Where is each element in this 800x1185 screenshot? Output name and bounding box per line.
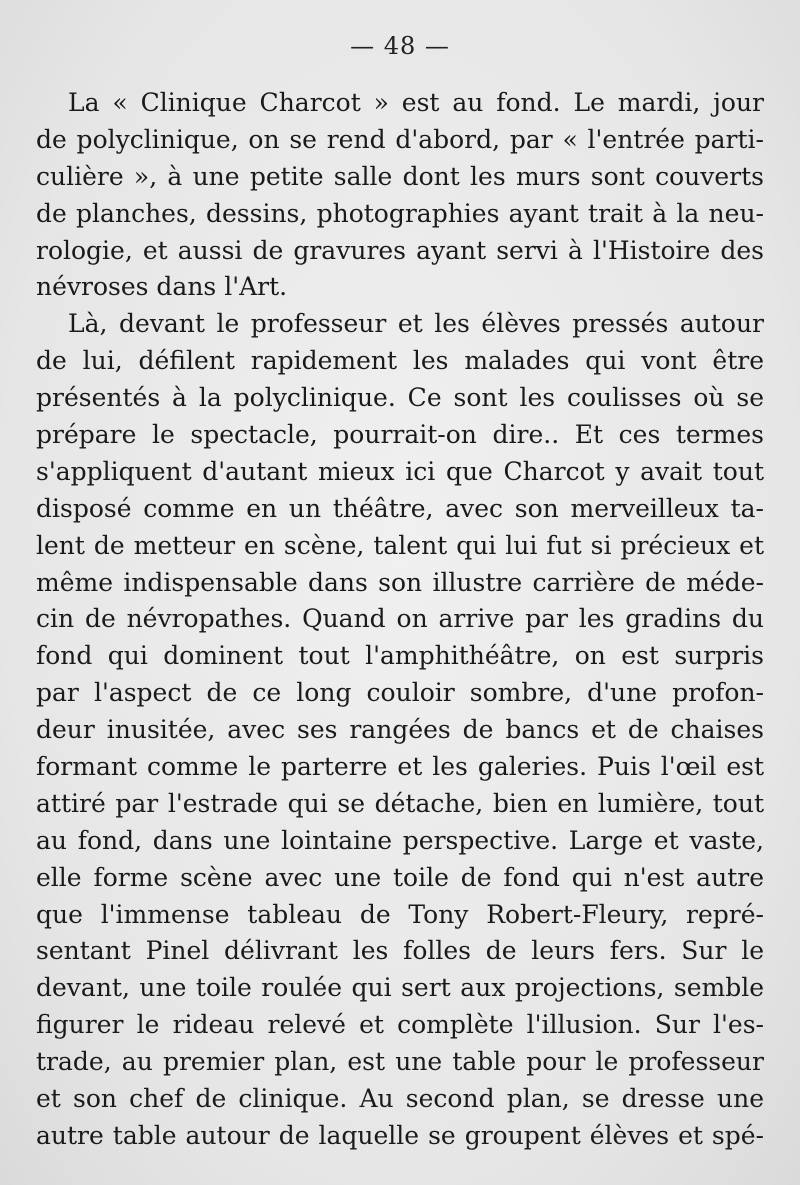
text-line: que l'immense tableau de Tony Robert-Fleury, repré- xyxy=(36,899,764,929)
text-line: de polyclinique, on se rend d'abord, par « l'entrée parti- xyxy=(36,124,764,154)
text-line: de planches, dessins, photographies ayant trait à la neu- xyxy=(36,198,764,228)
text-line: rologie, et aussi de gravures ayant servi à l'Histoire des xyxy=(36,235,764,265)
text-line: figurer le rideau relevé et complète l'illusion. Sur l'es- xyxy=(36,1010,764,1040)
text-line: sentant Pinel délivrant les folles de leurs fers. Sur le xyxy=(36,936,764,966)
text-line: par l'aspect de ce long couloir sombre, d'une profon- xyxy=(36,678,764,708)
text-line: fond qui dominent tout l'amphithéâtre, on est surpris xyxy=(36,641,764,671)
text-line: La « Clinique Charcot » est au fond. Le mardi, jour xyxy=(68,88,764,117)
text-line: et son chef de clinique. Au second plan, se dresse une xyxy=(36,1084,764,1114)
text-line: attiré par l'estrade qui se détache, bien en lumière, tout xyxy=(36,788,764,818)
text-line: elle forme scène avec une toile de fond qui n'est autre xyxy=(36,862,764,892)
page-number: — 48 — xyxy=(350,32,450,60)
text-line: autre table autour de laquelle se groupent élèves et spé- xyxy=(36,1120,764,1150)
text-line: névroses dans l'Art. xyxy=(36,272,288,302)
text-line: Là, devant le professeur et les élèves pressés autour xyxy=(68,309,764,339)
text-line: formant comme le parterre et les galeries. Puis l'œil est xyxy=(36,752,764,782)
text-line: culière », à une petite salle dont les murs sont couverts xyxy=(36,161,764,191)
text-line: deur inusitée, avec ses rangées de bancs et de chaises xyxy=(36,715,764,745)
text-line: disposé comme en un théâtre, avec son merveilleux ta- xyxy=(36,493,764,523)
text-line: devant, une toile roulée qui sert aux projections, semble xyxy=(36,973,764,1003)
text-line: au fond, dans une lointaine perspective. Large et vaste, xyxy=(36,825,764,855)
body-text xyxy=(36,85,764,1155)
text-line: même indispensable dans son illustre carrière de méde- xyxy=(36,567,764,597)
text-line: prépare le spectacle, pourrait-on dire.. Et ces termes xyxy=(36,420,764,450)
text-line: lent de metteur en scène, talent qui lui fut si précieux et xyxy=(36,530,764,560)
text-line: présentés à la polyclinique. Ce sont les coulisses où se xyxy=(36,383,764,413)
text-line: cin de névropathes. Quand on arrive par les gradins du xyxy=(36,604,764,634)
text-line: trade, au premier plan, est une table pour le professeur xyxy=(36,1047,764,1077)
text-line: s'appliquent d'autant mieux ici que Charcot y avait tout xyxy=(36,456,764,486)
text-line: de lui, défilent rapidement les malades qui vont être xyxy=(36,346,764,376)
